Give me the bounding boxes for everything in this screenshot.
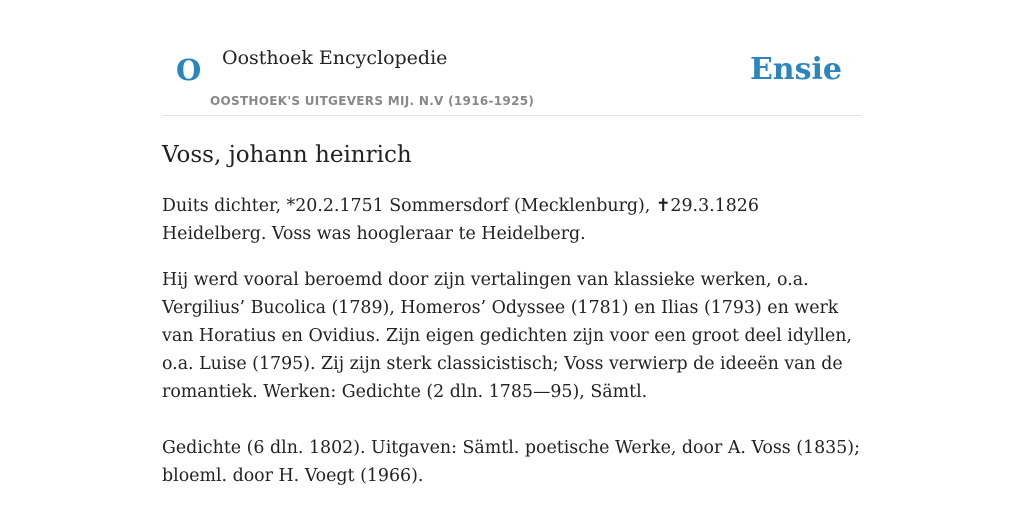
- article: [162, 138, 862, 508]
- site-header: [162, 0, 862, 116]
- encyclopedia-title[interactable]: Oosthoek Encyclopedie: [222, 47, 448, 69]
- publisher-label: OOSTHOEK'S UITGEVERS MIJ. N.V (1916-1925): [210, 94, 535, 108]
- encyclopedia-logo[interactable]: O: [176, 53, 202, 87]
- ensie-brand-link[interactable]: Ensie: [749, 52, 842, 87]
- article-paragraph-biography: Duits dichter, *20.2.1751 Sommersdorf (Mecklenburg), ✝29.3.1826 Heidelberg. Voss was hoogleraar te Heidelberg.: [162, 196, 759, 244]
- article-paragraph-editions: Gedichte (6 dln. 1802). Uitgaven: Sämtl. poetische Werke, door A. Voss (1835); bloeml. door H. Voegt (1966).: [162, 438, 860, 486]
- article-paragraph-works: Hij werd vooral beroemd door zijn vertalingen van klassieke werken, o.a. Vergilius’ Bucolica (1789), Homeros’ Odyssee (1781) en Ilias (1793) en werk van Horatius en Ovidius. Zijn eigen gedichten zijn voor een groot deel idyllen, o.a. Luise (1795). Zij zijn sterk classicistisch; Voss verwierp de ideeën van de romantiek. Werken: Gedichte (2 dln. 1785—95), Sämtl.: [162, 270, 852, 402]
- article-title: Voss, johann heinrich: [162, 142, 412, 168]
